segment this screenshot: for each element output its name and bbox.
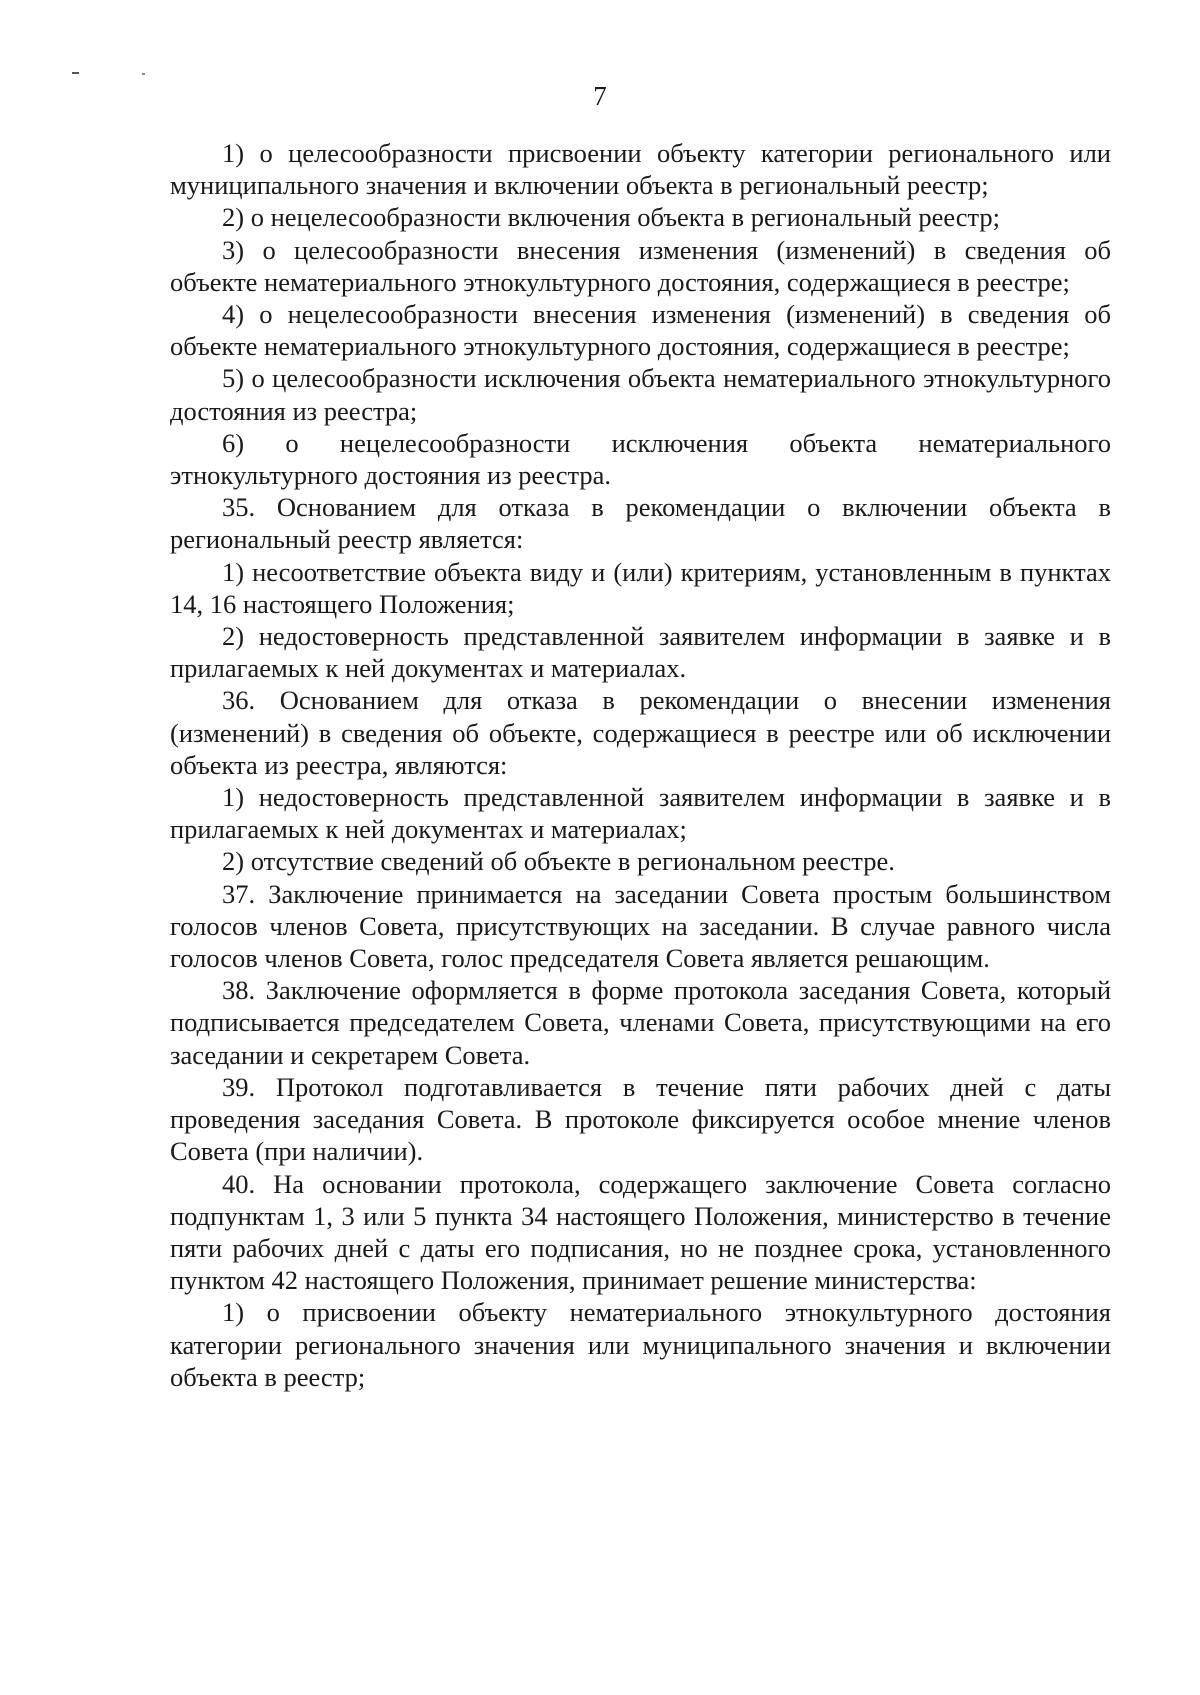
scan-artifact-mark [72, 72, 79, 74]
list-item-1: 1) о целесообразности присвоении объекту категории регионального или муниципального значения и включении объекта в региональный реестр; [170, 138, 1111, 201]
list-item-3: 3) о целесообразности внесения изменения (изменений) в сведения об объекте нематериального этнокультурного достояния, содержащиеся в реестре; [170, 234, 1111, 297]
scan-artifact-mark [142, 73, 145, 75]
list-item-6: 6) о нецелесообразности исключения объекта нематериального этнокультурного достояния из реестра. [170, 427, 1111, 491]
page-number: 7 [593, 81, 607, 111]
list-item-2: 2) о нецелесообразности включения объекта в региональный реестр; [222, 202, 1001, 233]
clause-39: 39. Протокол подготавливается в течение пяти рабочих дней с даты проведения заседания Совета. В протоколе фиксируется особое мнение членов Совета (при наличии). [170, 1071, 1111, 1167]
list-item-4: 4) о нецелесообразности внесения изменения (изменений) в сведения об объекте нематериального этнокультурного достояния, содержащиеся в реестре; [170, 299, 1111, 362]
clause-40: 40. На основании протокола, содержащего заключение Совета согласно подпунктам 1, 3 или 5 пункта 34 настоящего Положения, министерство в течение пяти рабочих дней с даты его подписания, но не позднее срока, установленного пунктом 42 настоящего Положения, принимает решение министерства: [170, 1168, 1111, 1296]
clause-35-item-2: 2) недостоверность представленной заявителем информации в заявке и в прилагаемых к ней документах и материалах. [170, 621, 1111, 684]
clause-35: 35. Основанием для отказа в рекомендации о включении объекта в региональный реестр является: [170, 492, 1111, 555]
clause-36: 36. Основанием для отказа в рекомендации о внесении изменения (изменений) в сведения об объекте, содержащиеся в реестре или об исключении объекта из реестра, являются: [170, 685, 1111, 780]
clause-40-item-1: 1) о присвоении объекту нематериального этнокультурного достояния категории регионального значения или муниципального значения и включении объекта в реестр; [170, 1297, 1111, 1392]
clause-38: 38. Заключение оформляется в форме протокола заседания Совета, который подписывается председателем Совета, членами Совета, присутствующими на его заседании и секретарем Совета. [170, 975, 1111, 1070]
clause-36-item-2: 2) отсутствие сведений об объекте в региональном реестре. [222, 846, 895, 877]
clause-37: 37. Заключение принимается на заседании Совета простым большинством голосов членов Совета, присутствующих на заседании. В случае равного числа голосов членов Совета, голос председателя Совета является решающим. [170, 878, 1111, 974]
clause-35-item-1: 1) несоответствие объекта виду и (или) критериям, установленным в пунктах 14, 16 настоящего Положения; [170, 556, 1111, 619]
clause-36-item-1: 1) недостоверность представленной заявителем информации в заявке и в прилагаемых к ней документах и материалах; [170, 782, 1111, 845]
list-item-5: 5) о целесообразности исключения объекта нематериального этнокультурного достояния из реестра; [170, 363, 1111, 426]
document-body [170, 137, 1111, 1393]
